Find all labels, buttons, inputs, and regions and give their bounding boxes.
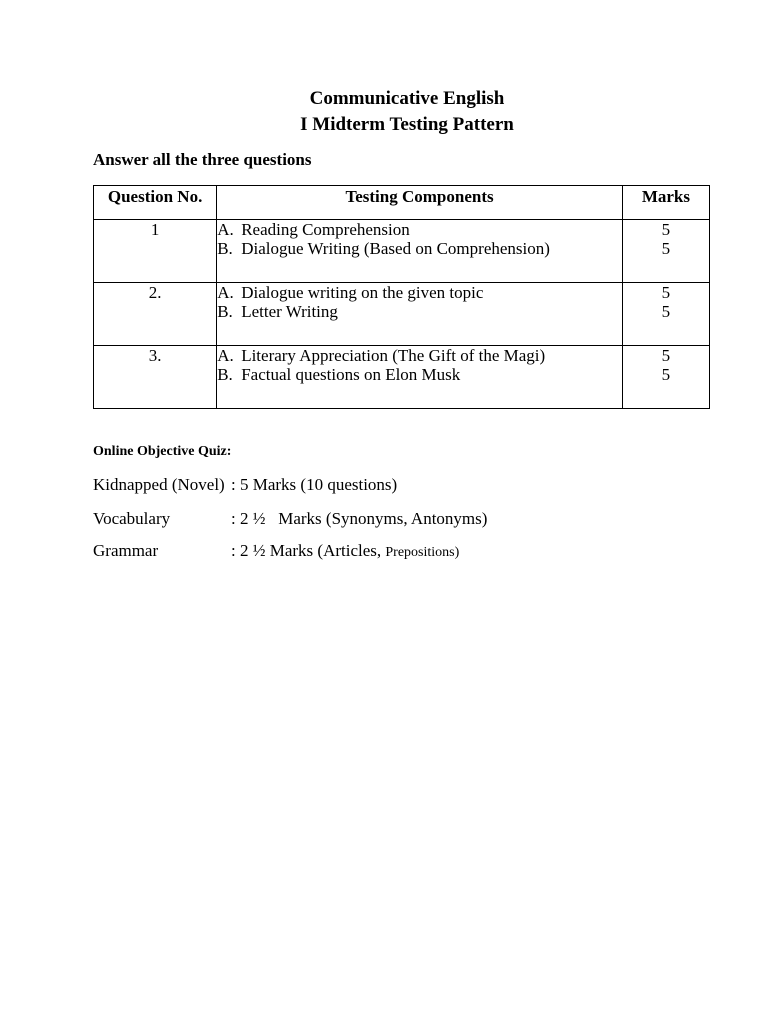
quiz-item-label: Grammar xyxy=(93,541,159,560)
question-number: 3. xyxy=(94,346,217,409)
marks-cell xyxy=(622,220,709,283)
component-text: Reading Comprehension xyxy=(241,220,410,239)
component-text: Literary Appreciation (The Gift of the Magi) xyxy=(241,346,546,365)
instruction-text: Answer all the three questions xyxy=(93,150,312,169)
component-letter: B. xyxy=(217,302,233,321)
header-marks: Marks xyxy=(622,186,709,220)
mark-value: 5 xyxy=(661,283,671,302)
quiz-item-label: Vocabulary xyxy=(93,509,171,528)
quiz-item-value: : 2 ½ Marks (Articles, xyxy=(231,541,386,560)
component-letter: A. xyxy=(217,346,234,365)
mark-value: 5 xyxy=(661,302,671,321)
quiz-item xyxy=(93,475,397,495)
testing-pattern-table xyxy=(93,185,710,409)
component-text: Dialogue writing on the given topic xyxy=(241,283,484,302)
component-letter: A. xyxy=(217,283,234,302)
component-item xyxy=(217,220,622,239)
component-text: Factual questions on Elon Musk xyxy=(241,365,461,384)
quiz-item xyxy=(93,509,487,529)
header-question-no: Question No. xyxy=(94,186,217,220)
component-item xyxy=(217,283,622,302)
document-title: Communicative English xyxy=(309,88,505,109)
mark-value: 5 xyxy=(661,239,671,258)
marks-cell xyxy=(622,346,709,409)
components-cell xyxy=(217,346,623,409)
quiz-item-value: : 5 Marks (10 questions) xyxy=(231,475,398,494)
component-item xyxy=(217,365,622,384)
table-header-row xyxy=(94,186,710,220)
components-cell xyxy=(217,220,623,283)
component-letter: B. xyxy=(217,239,233,258)
components-cell xyxy=(217,283,623,346)
table-row xyxy=(94,283,710,346)
table-row xyxy=(94,346,710,409)
component-item xyxy=(217,302,622,321)
document-subtitle: I Midterm Testing Pattern xyxy=(300,114,514,135)
component-item xyxy=(217,239,622,258)
component-item xyxy=(217,346,622,365)
quiz-heading: Online Objective Quiz: xyxy=(93,444,232,459)
quiz-item-value: : 2 ½ Marks (Synonyms, Antonyms) xyxy=(231,509,488,528)
quiz-item-value-small: Prepositions) xyxy=(385,545,460,560)
table-row xyxy=(94,220,710,283)
mark-value: 5 xyxy=(661,346,671,365)
component-letter: B. xyxy=(217,365,233,384)
component-text: Dialogue Writing (Based on Comprehension) xyxy=(241,239,550,258)
quiz-item-label: Kidnapped (Novel) xyxy=(93,475,225,494)
question-number: 2. xyxy=(94,283,217,346)
component-text: Letter Writing xyxy=(241,302,338,321)
component-letter: A. xyxy=(217,220,234,239)
mark-value: 5 xyxy=(661,365,671,384)
quiz-item xyxy=(93,541,459,563)
marks-cell xyxy=(622,283,709,346)
header-testing-components: Testing Components xyxy=(217,186,623,220)
question-number: 1 xyxy=(94,220,217,283)
mark-value: 5 xyxy=(661,220,671,239)
